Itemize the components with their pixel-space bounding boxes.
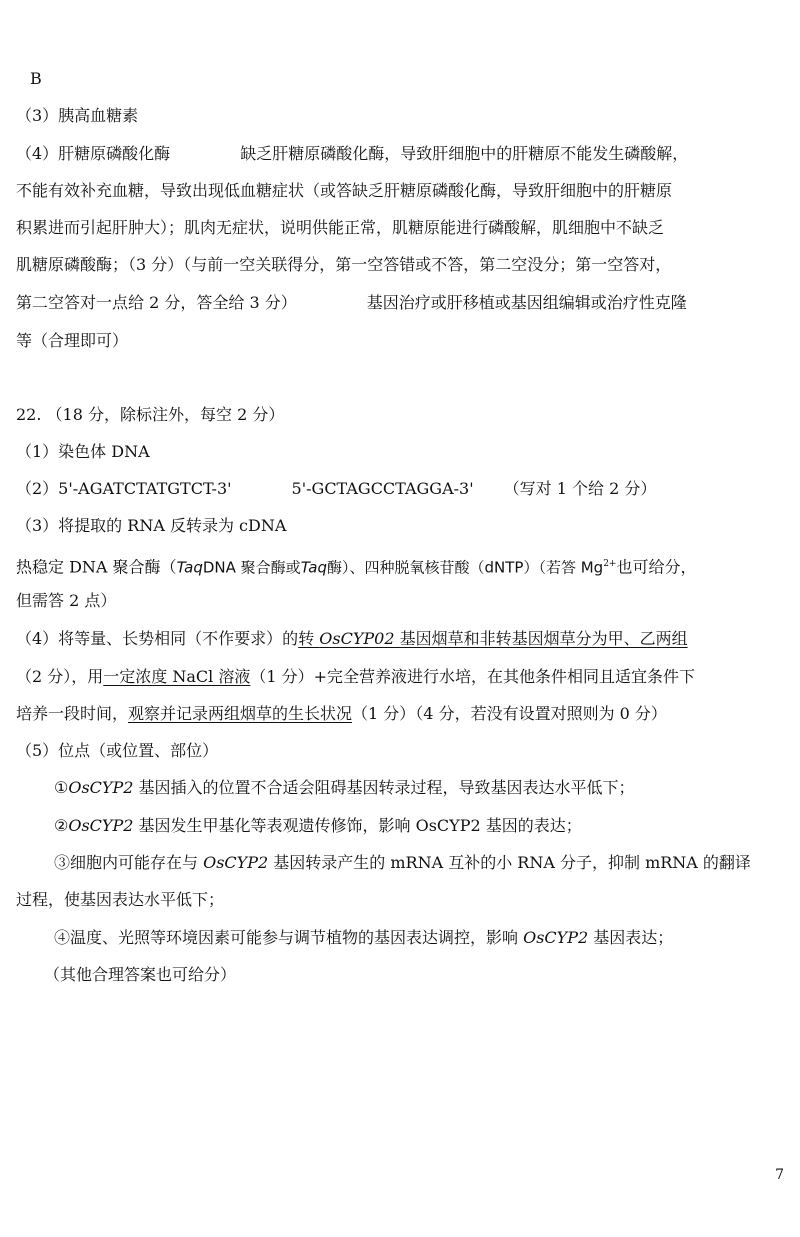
- answer-point-3: [54, 852, 784, 874]
- italic-term: OsCYP2: [203, 853, 269, 872]
- answer-21-4-line2: 不能有效补充血糖，导致出现低血糖症状（或答缺乏肝糖原磷酸化酶，导致肝细胞中的肝糖原: [16, 181, 673, 200]
- italic-term: Taq: [176, 558, 203, 577]
- italic-term: Taq: [300, 558, 327, 577]
- answer-text: 转: [298, 629, 320, 648]
- answer-21-4-line5: [16, 292, 784, 314]
- answer-22-3-line1: （3）将提取的 RNA 反转录为 cDNA: [16, 516, 287, 535]
- answer-point-3-cont: 过程，使基因表达水平低下；: [16, 890, 225, 909]
- answer-text: （4）将等量、长势相同（不作要求）的: [16, 629, 299, 648]
- answer-text: （4）肝糖原磷酸化酶: [16, 144, 171, 163]
- answer-point-4: [54, 927, 784, 949]
- answer-text: 基因插入的位置不合适会阻碍基因转录过程，导致基因表达水平低下；: [133, 778, 635, 797]
- answer-text: 缺乏肝糖原磷酸化酶，导致肝细胞中的肝糖原不能发生磷酸解，: [240, 144, 689, 163]
- answer-text: 酶）、四种脱氧核苷酸（dNTP）（若答 Mg: [327, 558, 604, 577]
- answer-22-5: （5）位点（或位置、部位）: [16, 741, 219, 760]
- answer-text: 基因治疗或肝移植或基因组编辑或治疗性克隆: [366, 293, 687, 312]
- answer-21-2: B: [30, 69, 42, 88]
- answer-22-2: [16, 478, 784, 500]
- italic-term: OsCYP2: [68, 816, 134, 835]
- answer-21-4-line6: 等（合理即可）: [16, 331, 129, 350]
- answer-text: 基因烟草和非转基因烟草分为甲、乙两组: [394, 629, 688, 648]
- answer-note: （写对 1 个给 2 分）: [503, 479, 657, 498]
- answer-21-3: （3）胰高血糖素: [16, 106, 139, 125]
- answer-text: 基因转录产生的 mRNA 互补的小 RNA 分子，抑制 mRNA 的翻译: [268, 853, 751, 872]
- answer-point-2: [54, 815, 784, 837]
- answer-text: （1 分）+完全营养液进行水培，在其他条件相同且适宜条件下: [250, 667, 696, 686]
- circled-number: ①: [54, 778, 69, 797]
- italic-term: OsCYP02: [319, 629, 395, 648]
- answer-22-4-line2: [16, 666, 784, 688]
- answer-text: （1 分）（4 分，若没有设置对照则为 0 分）: [352, 704, 667, 723]
- answer-21-4-line4: 肌糖原磷酸酶；（3 分）（与前一空关联得分，第一空答错或不答，第二空没分；第一空答对，: [16, 255, 672, 274]
- answer-text: 基因发生甲基化等表观遗传修饰，影响 OsCYP2 基因的表达；: [133, 816, 582, 835]
- answer-text: 第二空答对一点给 2 分，答全给 3 分）: [16, 293, 297, 312]
- answer-21-4-line1: [16, 143, 784, 165]
- answer-text: ③细胞内可能存在与: [54, 853, 204, 872]
- answer-text: 热稳定 DNA 聚合酶（: [16, 557, 177, 577]
- answer-point-1: [54, 777, 784, 799]
- answer-22-4-line1: [16, 628, 784, 650]
- question-22-header: 22. （18 分，除标注外，每空 2 分）: [16, 405, 285, 424]
- underlined-answer: 观察并记录两组烟草的生长状况: [128, 704, 353, 723]
- primer-2: 5'-GCTAGCCTAGGA-3': [291, 479, 474, 498]
- answer-22-3-line3: 但需答 2 点）: [16, 591, 117, 610]
- answer-21-4-line3: 积累进而引起肝肿大）；肌肉无症状，说明供能正常，肌糖原能进行磷酸解，肌细胞中不缺乏: [16, 218, 665, 237]
- page-number: 7: [775, 1167, 784, 1183]
- answer-text: 基因表达；: [588, 928, 674, 947]
- primer-1: （2）5'-AGATCTATGTCT-3': [16, 479, 232, 498]
- answer-22-3-line2: [16, 553, 784, 578]
- answer-22-1: （1）染色体 DNA: [16, 442, 150, 461]
- answer-22-4-line3: [16, 703, 784, 725]
- underlined-answer: 一定浓度 NaCl 溶液: [103, 667, 251, 686]
- answer-note-other: （其他合理答案也可给分）: [44, 965, 237, 984]
- answer-text: ④温度、光照等环境因素可能参与调节植物的基因表达调控，影响: [54, 928, 524, 947]
- answer-text: 培养一段时间，: [16, 704, 129, 723]
- italic-term: OsCYP2: [68, 778, 134, 797]
- answer-text: （2 分），用: [16, 667, 104, 686]
- superscript: 2+: [603, 559, 617, 569]
- circled-number: ②: [54, 816, 69, 835]
- answer-text: DNA 聚合酶或: [202, 558, 301, 577]
- underlined-answer: [298, 629, 687, 648]
- italic-term: OsCYP2: [523, 928, 589, 947]
- answer-text: 也可给分，: [616, 557, 697, 577]
